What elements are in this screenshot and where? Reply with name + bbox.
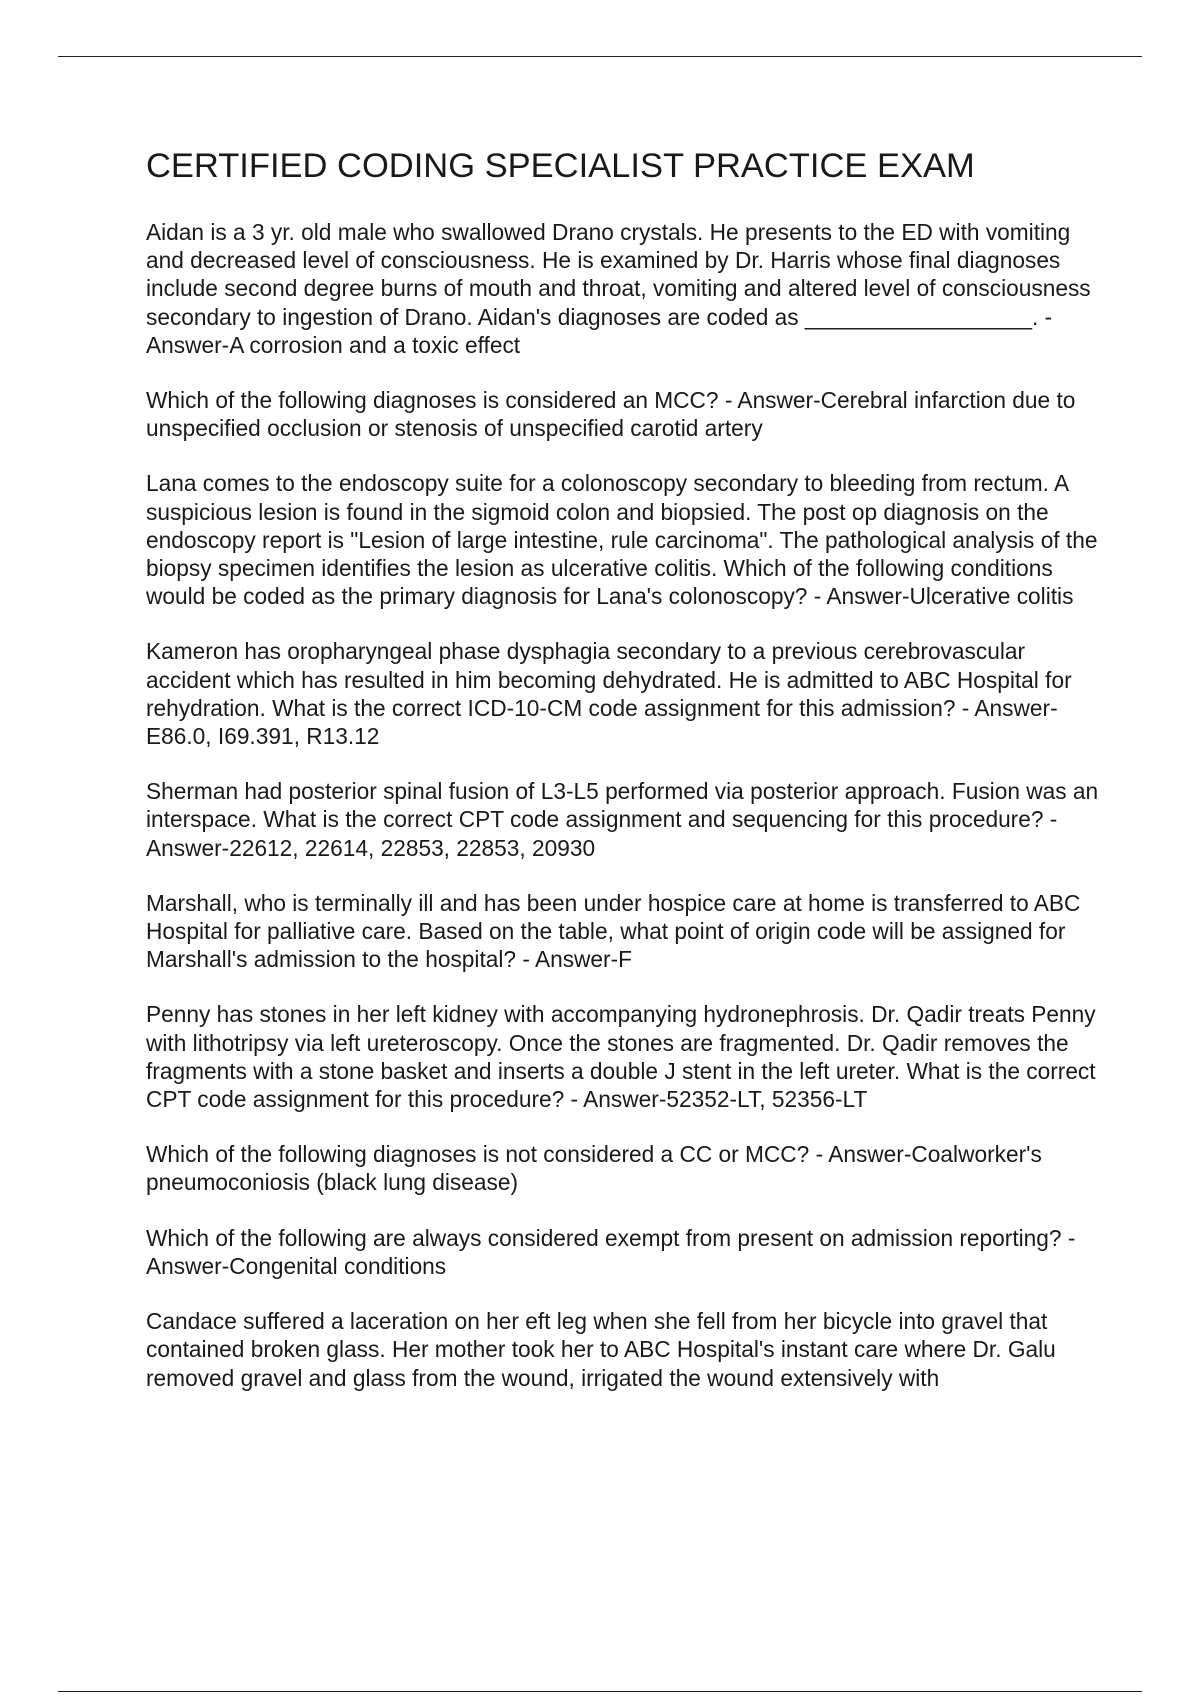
qa-item: Which of the following diagnoses is not considered a CC or MCC? - Answer-Coalworker's pneumoconiosis (black lung disease) bbox=[146, 1141, 1042, 1196]
qa-item: Lana comes to the endoscopy suite for a colonoscopy secondary to bleeding from rectum. A suspicious lesion is found in the sigmoid colon and biopsied. The post op diagnosis on the endoscopy report is "Lesion of large intestine, rule carcinoma". The pathological analysis of the biopsy specimen identifies the lesion as ulcerative colitis. Which of the following conditions would be coded as the primary diagnosis for Lana's colonoscopy? - Answer-Ulcerative colitis bbox=[146, 470, 1098, 610]
page-title: CERTIFIED CODING SPECIALIST PRACTICE EXAM bbox=[146, 147, 975, 185]
qa-item: Which of the following diagnoses is considered an MCC? - Answer-Cerebral infarction due to unspecified occlusion or stenosis of unspecified carotid artery bbox=[146, 387, 1076, 442]
qa-item: Kameron has oropharyngeal phase dysphagia secondary to a previous cerebrovascular accident which has resulted in him becoming dehydrated. He is admitted to ABC Hospital for rehydration. What is the correct ICD-10-CM code assignment for this admission? - Answer-E86.0, I69.391, R13.12 bbox=[146, 638, 1072, 750]
page-content bbox=[146, 140, 1106, 1419]
qa-item: Marshall, who is terminally ill and has been under hospice care at home is transferred to ABC Hospital for palliative care. Based on the table, what point of origin code will be assigned for Marshall's admission to the hospital? - Answer-F bbox=[146, 889, 1081, 973]
qa-item: Which of the following are always considered exempt from present on admission reporting? - Answer-Congenital conditions bbox=[146, 1224, 1076, 1279]
qa-item: Aidan is a 3 yr. old male who swallowed Drano crystals. He presents to the ED with vomiting and decreased level of consciousness. He is examined by Dr. Harris whose final diagnoses include second degree burns of mouth and throat, vomiting and altered level of consciousness secondary to ingestion of Drano. Aidan's diagnoses are coded as __________________. - Answer-A corrosion and a toxic effect bbox=[146, 219, 1091, 358]
footer-rule bbox=[58, 1691, 1142, 1692]
qa-item: Sherman had posterior spinal fusion of L3-L5 performed via posterior approach. Fusion was an interspace. What is the correct CPT code assignment and sequencing for this procedure? - Answer-22612, 22614, 22853, 22853, 20930 bbox=[146, 778, 1099, 861]
header-rule bbox=[58, 56, 1142, 57]
qa-item: Penny has stones in her left kidney with accompanying hydronephrosis. Dr. Qadir treats Penny with lithotripsy via left ureteroscopy. Once the stones are fragmented. Dr. Qadir removes the fragments with a stone basket and inserts a double J stent in the left ureter. What is the correct CPT code assignment for this procedure? - Answer-52352-LT, 52356-LT bbox=[146, 1001, 1096, 1113]
qa-item: Candace suffered a laceration on her eft leg when she fell from her bicycle into gravel that contained broken glass. Her mother took her to ABC Hospital's instant care where Dr. Galu removed gravel and glass from the wound, irrigated the wound extensively with bbox=[146, 1308, 1056, 1391]
